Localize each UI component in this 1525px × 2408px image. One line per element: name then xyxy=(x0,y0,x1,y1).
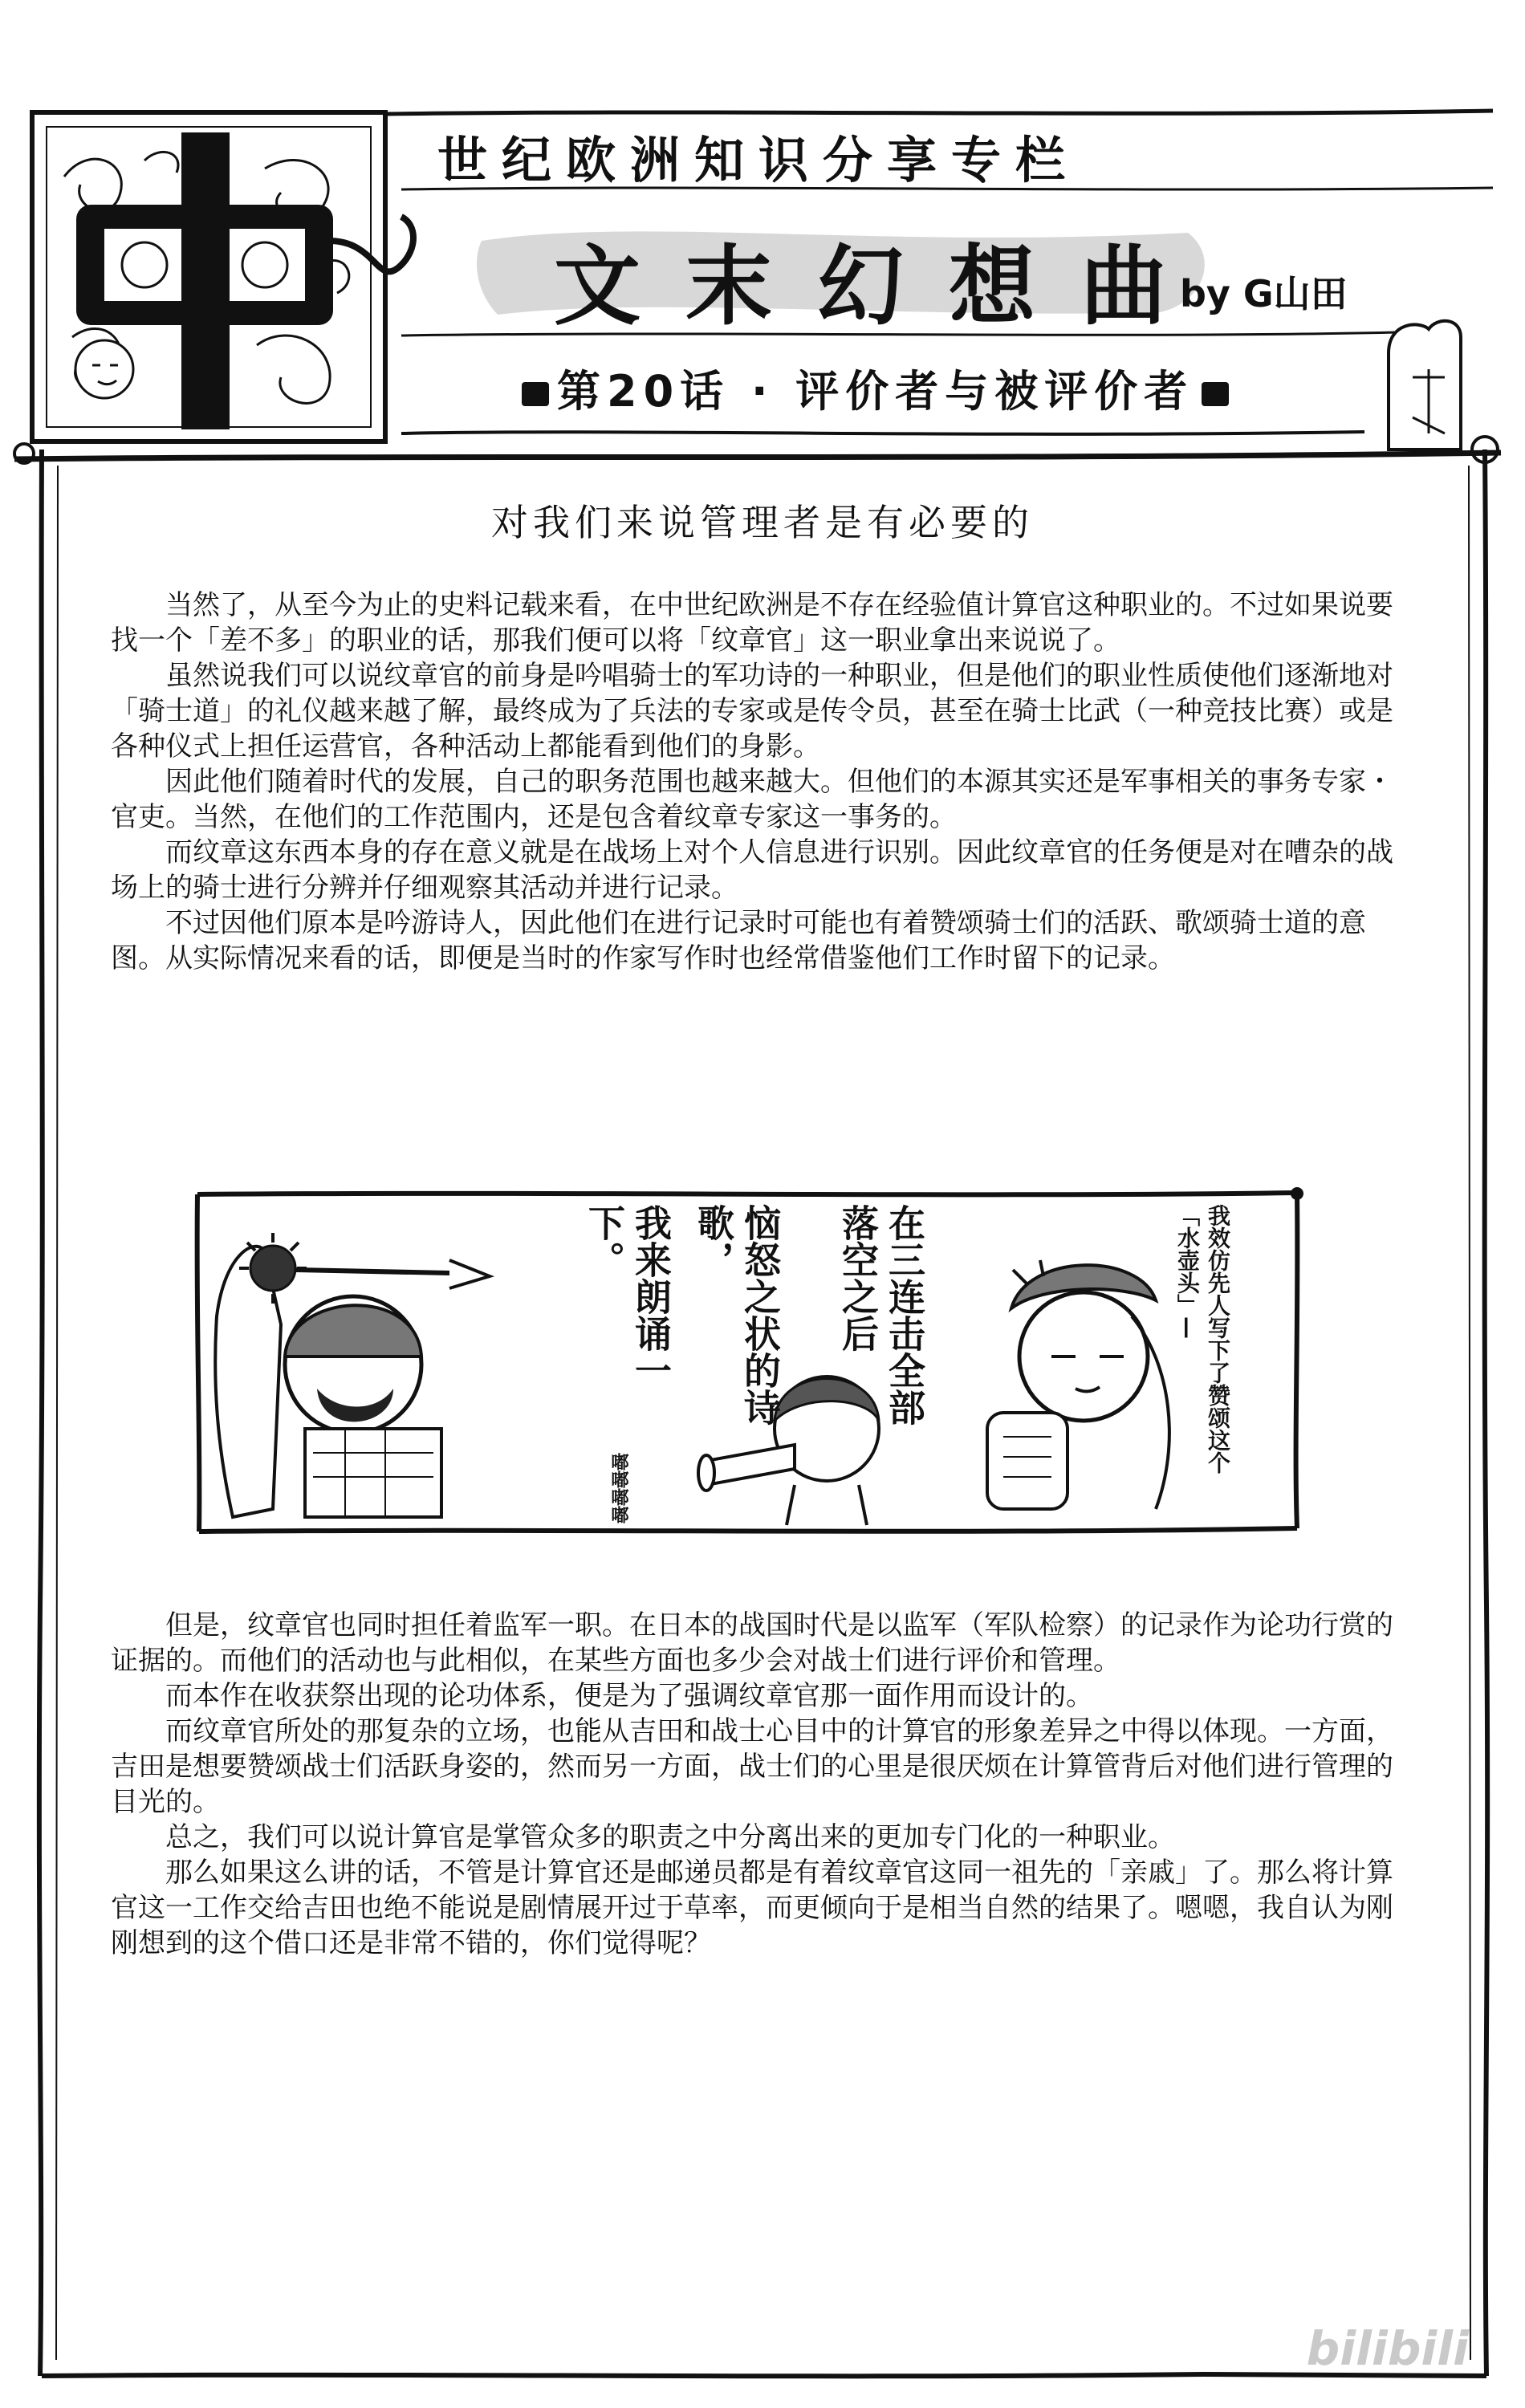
paragraph: 因此他们随着时代的发展，自己的职务范围也越来越大。但他们的本源其实还是军事相关的事务专家・官吏。当然，在他们的工作范围内，还是包含着纹章专家这一事务的。 xyxy=(111,766,1393,833)
paragraph: 而纹章官所处的那复杂的立场，也能从吉田和战士心目中的计算官的形象差异之中得以体现。一方面，吉田是想要赞颂战士们活跃身姿的，然而另一方面，战士们的心里是很厌烦在计算管背后对他们进行管理的目光的。 xyxy=(111,1715,1393,1818)
column-name: 世纪欧洲知识分享专栏 xyxy=(437,131,1080,189)
episode-label: 第20话 · 评价者与被评价者 xyxy=(557,366,1194,417)
bullet-right-icon xyxy=(1202,382,1229,406)
paragraph: 而纹章这东西本身的存在意义就是在战场上对个人信息进行识别。因此纹章官的任务便是对在嘈杂的战场上的骑士进行分辨并仔细观察其活动并进行记录。 xyxy=(111,836,1393,904)
drop-cap xyxy=(0,0,1,1)
body-text-top xyxy=(111,588,1411,976)
comic-sfx: 嘟嘟嘟嘟 xyxy=(608,1453,628,1523)
bilibili-watermark: bilibili xyxy=(1306,2321,1469,2376)
column-title: 文末幻想曲 xyxy=(554,237,1213,337)
paragraph: 当然了，从至今为止的史料记载来看，在中世纪欧洲是不存在经验值计算官这种职业的。不过如果说要找一个「差不多」的职业的话，那我们便可以将「纹章官」这一职业拿出来说说了。 xyxy=(111,589,1393,657)
section-title: 对我们来说管理者是有必要的 xyxy=(491,501,1034,544)
body-text-bottom xyxy=(111,1608,1411,1961)
episode-title xyxy=(514,357,1397,419)
comic-speech-1: 在三连击全部落空之后 xyxy=(836,1204,926,1426)
comic-speech-2: 恼怒之状的诗歌， xyxy=(692,1204,782,1426)
paragraph: 而本作在收获祭出现的论功体系，便是为了强调纹章官那一面作用而设计的。 xyxy=(165,1680,1093,1712)
mascot-doodle xyxy=(1389,321,1498,462)
byline: by G山田 xyxy=(1180,272,1348,315)
paragraph: 总之，我们可以说计算官是掌管众多的职责之中分离出来的更加专门化的一种职业。 xyxy=(165,1821,1175,1853)
bullet-left-icon xyxy=(522,382,549,406)
paragraph: 虽然说我们可以说纹章官的前身是吟唱骑士的军功诗的一种职业，但是他们的职业性质使他们逐渐地对「骑士道」的礼仪越来越了解，最终成为了兵法的专家或是传令员，甚至在骑士比武（一种竞技比赛）或是各种仪式上担任运营官，各种活动上都能看到他们的身影。 xyxy=(111,660,1393,763)
paragraph: 那么如果这么讲的话，不管是计算官还是邮递员都是有着纹章官这同一祖先的「亲戚」了。那么将计算官这一工作交给吉田也绝不能说是剧情展开过于草率，而更倾向于是相当自然的结果了。嗯嗯，我自认为刚刚想到的这个借口还是非常不错的，你们觉得呢？ xyxy=(111,1857,1393,1959)
comic-note-right: 我效仿先人写下了赞颂这个「水壶头」— xyxy=(1174,1204,1231,1474)
paragraph: 不过因他们原本是吟游诗人，因此他们在进行记录时可能也有着赞颂骑士们的活跃、歌颂骑士道的意图。从实际情况来看的话，即便是当时的作家写作时也经常借鉴他们工作时留下的记录。 xyxy=(111,907,1366,974)
drop-cap-ornament xyxy=(14,112,413,463)
paragraph: 但是，纹章官也同时担任着监军一职。在日本的战国时代是以监军（军队检察）的记录作为论功行赏的证据的。而他们的活动也与此相似，在某些方面也多少会对战士们进行评价和管理。 xyxy=(111,1609,1393,1677)
comic-speech-3: 我来朗诵一下。 xyxy=(583,1204,673,1389)
